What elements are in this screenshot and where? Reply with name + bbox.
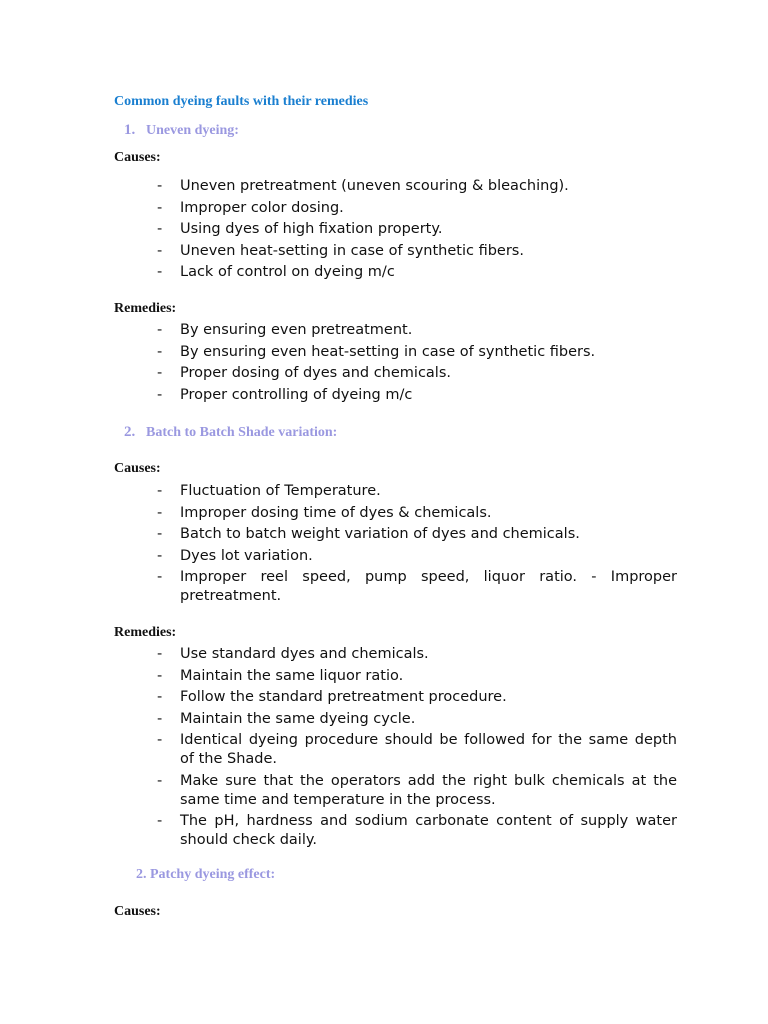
section-number: 2. [124,424,136,440]
list-item [155,199,677,218]
bullet-dash: - [157,732,163,748]
bullet-dash: - [157,813,163,829]
list-item-text: Improper dosing time of dyes & chemicals. [180,504,492,521]
remedies-list [155,321,677,407]
bullet-dash: - [157,322,163,338]
list-item-text: Use standard dyes and chemicals. [180,646,429,662]
bullet-dash: - [157,343,163,360]
list-item-text: Lack of control on dyeing m/c [180,264,395,280]
section-heading-patchy-dyeing [136,867,275,883]
list-item [155,568,677,606]
list-item-text: By ensuring even heat-setting in case of synthetic fibers. [180,343,596,360]
bullet-dash: - [157,483,163,499]
list-item-text: Using dyes of high fixation property. [180,221,443,237]
section-title: Batch to Batch Shade variation: [146,425,338,440]
list-item-text: Maintain the same liquor ratio. [180,667,404,684]
list-item [155,812,677,850]
section-title: Uneven dyeing: [146,123,239,138]
list-item [155,343,677,362]
remedies-label: Remedies: [114,301,177,316]
causes-label: Causes: [114,150,161,165]
list-item [155,177,677,196]
list-item [155,386,677,405]
bullet-dash: - [157,569,163,585]
causes-list [155,177,677,285]
causes-label: Causes: [114,904,161,919]
list-item [155,525,677,544]
list-item [155,504,677,523]
bullet-dash: - [157,772,163,789]
list-item [155,364,677,383]
bullet-dash: - [157,365,163,381]
bullet-dash: - [157,178,163,194]
list-item-text: Proper controlling of dyeing m/c [180,386,413,403]
list-item [155,263,677,282]
bullet-dash: - [157,242,163,259]
list-item-text: Proper dosing of dyes and chemicals. [180,365,451,381]
list-item-text: Identical dyeing procedure should be followed for the same depth of the Shade. [180,732,677,767]
list-item-text: The pH, hardness and sodium carbonate content of supply water should check daily. [180,813,677,848]
list-item [155,772,677,810]
list-item [155,321,677,340]
list-item [155,731,677,769]
section-heading-batch-shade-variation [124,424,337,441]
document-title: Common dyeing faults with their remedies [114,94,369,109]
bullet-dash: - [157,547,163,564]
bullet-dash: - [157,667,163,684]
bullet-dash: - [157,386,163,403]
list-item-text: Uneven pretreatment (uneven scouring & bleaching). [180,178,569,194]
list-item-text: Uneven heat-setting in case of synthetic fibers. [180,242,524,259]
bullet-dash: - [157,646,163,662]
list-item [155,242,677,261]
bullet-dash: - [157,710,163,727]
section-heading-uneven-dyeing [124,122,239,139]
bullet-dash: - [157,199,163,216]
list-item-text: Dyes lot variation. [180,547,313,564]
list-item-text: Batch to batch weight variation of dyes and chemicals. [180,526,580,542]
list-item [155,220,677,239]
list-item [155,482,677,501]
list-item [155,710,677,729]
remedies-label: Remedies: [114,625,177,640]
list-item-text: Make sure that the operators add the right bulk chemicals at the same time and temperature in the process. [180,772,677,808]
bullet-dash: - [157,504,163,521]
remedies-list [155,645,677,853]
list-item-text: Improper color dosing. [180,199,344,216]
list-item-text: Maintain the same dyeing cycle. [180,710,416,727]
bullet-dash: - [157,526,163,542]
causes-label: Causes: [114,461,161,476]
bullet-dash: - [157,689,163,705]
list-item [155,667,677,686]
list-item [155,645,677,664]
bullet-dash: - [157,221,163,237]
list-item [155,547,677,566]
bullet-dash: - [157,264,163,280]
list-item-text: Follow the standard pretreatment procedure. [180,689,507,705]
list-item-text: Fluctuation of Temperature. [180,483,381,499]
section-number: 1. [124,122,136,138]
list-item [155,688,677,707]
section-title: Patchy dyeing effect: [150,867,276,882]
section-number: 2. [136,867,147,882]
list-item-text: Improper reel speed, pump speed, liquor ratio. - Improper pretreatment. [180,569,677,604]
causes-list [155,482,677,609]
list-item-text: By ensuring even pretreatment. [180,322,413,338]
